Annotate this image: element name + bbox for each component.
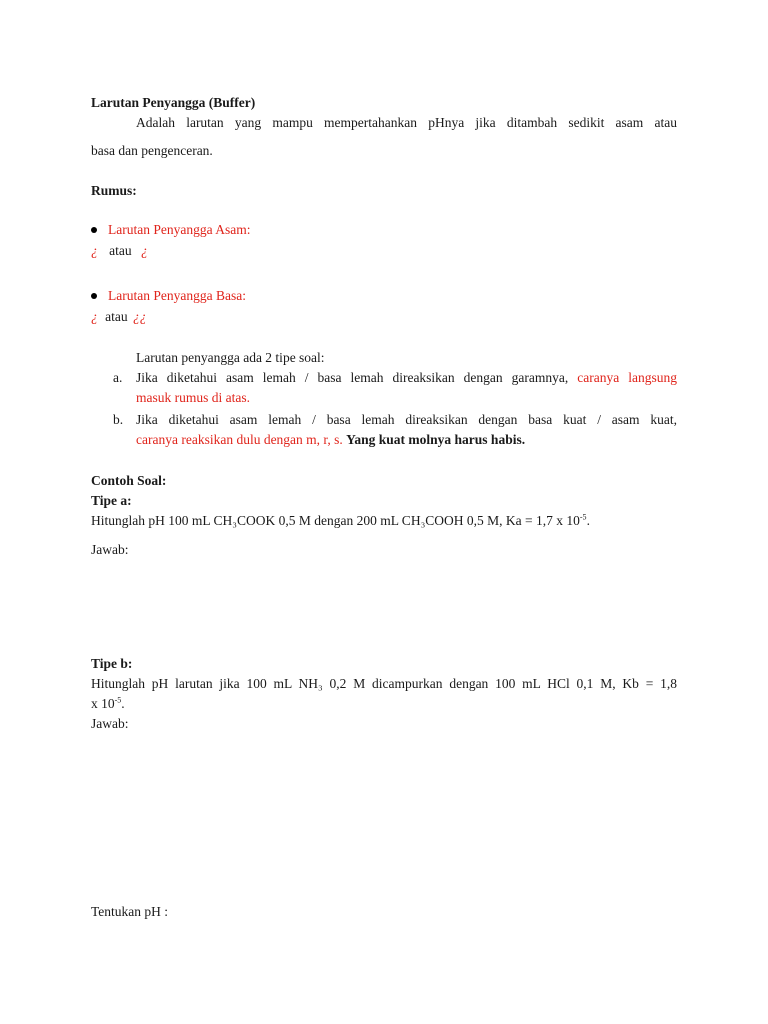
tipe-a-jawab: Jawab: [91, 542, 129, 557]
tipe-intro: Larutan penyangga ada 2 tipe soal: [136, 350, 325, 365]
contoh-heading: Contoh Soal: [91, 473, 167, 488]
list-a-text: Jika diketahui asam lemah / basa lemah direaksikan dengan garamnya, [136, 370, 569, 385]
rumus-heading: Rumus: [91, 183, 137, 198]
bullet-asam [91, 220, 250, 240]
formula-glyph: ¿ [91, 243, 98, 258]
definition-line-2: basa dan pengenceran. [91, 143, 213, 158]
tipe-b-heading: Tipe b: [91, 656, 133, 671]
bullet-dot-icon [91, 293, 97, 299]
tipe-a-heading: Tipe a: [91, 493, 132, 508]
list-a-line-2: masuk rumus di atas. [136, 390, 250, 405]
list-a-line-1 [136, 368, 677, 388]
tipe-a-exponent: -5 [579, 512, 587, 522]
definition-line-1: Adalah larutan yang mampu mempertahankan pHnya jika ditambah sedikit asam atau [136, 115, 677, 130]
formula-asam [91, 241, 148, 261]
bullet-dot-icon [91, 227, 97, 233]
formula-glyph: ¿ [141, 243, 148, 258]
bullet-basa [91, 286, 246, 306]
tipe-a-question-text: Hitunglah pH 100 mL CH₃COOK 0,5 M dengan 200 mL CH₃COOH 0,5 M, Ka = 1,7 x 10 [91, 513, 580, 528]
formula-glyph: ¿ [91, 309, 98, 324]
tipe-b-exponent: -5 [114, 695, 122, 705]
tipe-b-period: . [121, 696, 125, 711]
tipe-b-question-line-1: Hitunglah pH larutan jika 100 mL NH₃ 0,2 M dicampurkan dengan 100 mL HCl 0,1 M, Kb = 1,8 [91, 676, 677, 691]
tipe-a-period: . [586, 513, 590, 528]
list-marker-a: a. [113, 370, 123, 385]
list-b-bold-text: Yang kuat molnya harus habis. [346, 432, 526, 447]
bullet-asam-label: Larutan Penyangga Asam: [108, 222, 251, 237]
list-b-line-2 [136, 430, 525, 450]
tentukan-ph: Tentukan pH : [91, 904, 169, 919]
formula-glyph: ¿¿ [133, 309, 147, 324]
tipe-b-question-line-2 [91, 694, 677, 714]
list-b-red-text: caranya reaksikan dulu dengan m, r, s. [136, 432, 343, 447]
document-title: Larutan Penyangga (Buffer) [91, 95, 256, 110]
list-b-line-1: Jika diketahui asam lemah / basa lemah direaksikan dengan basa kuat / asam kuat, [136, 412, 677, 427]
tipe-a-question [91, 511, 590, 531]
formula-separator: atau [109, 243, 132, 258]
list-marker-b: b. [113, 412, 124, 427]
list-a-red-text: caranya langsung [577, 370, 677, 385]
tipe-b-question-text: x 10 [91, 696, 115, 711]
formula-basa [91, 307, 147, 327]
formula-separator: atau [105, 309, 128, 324]
tipe-b-jawab: Jawab: [91, 716, 129, 731]
bullet-basa-label: Larutan Penyangga Basa: [108, 288, 246, 303]
